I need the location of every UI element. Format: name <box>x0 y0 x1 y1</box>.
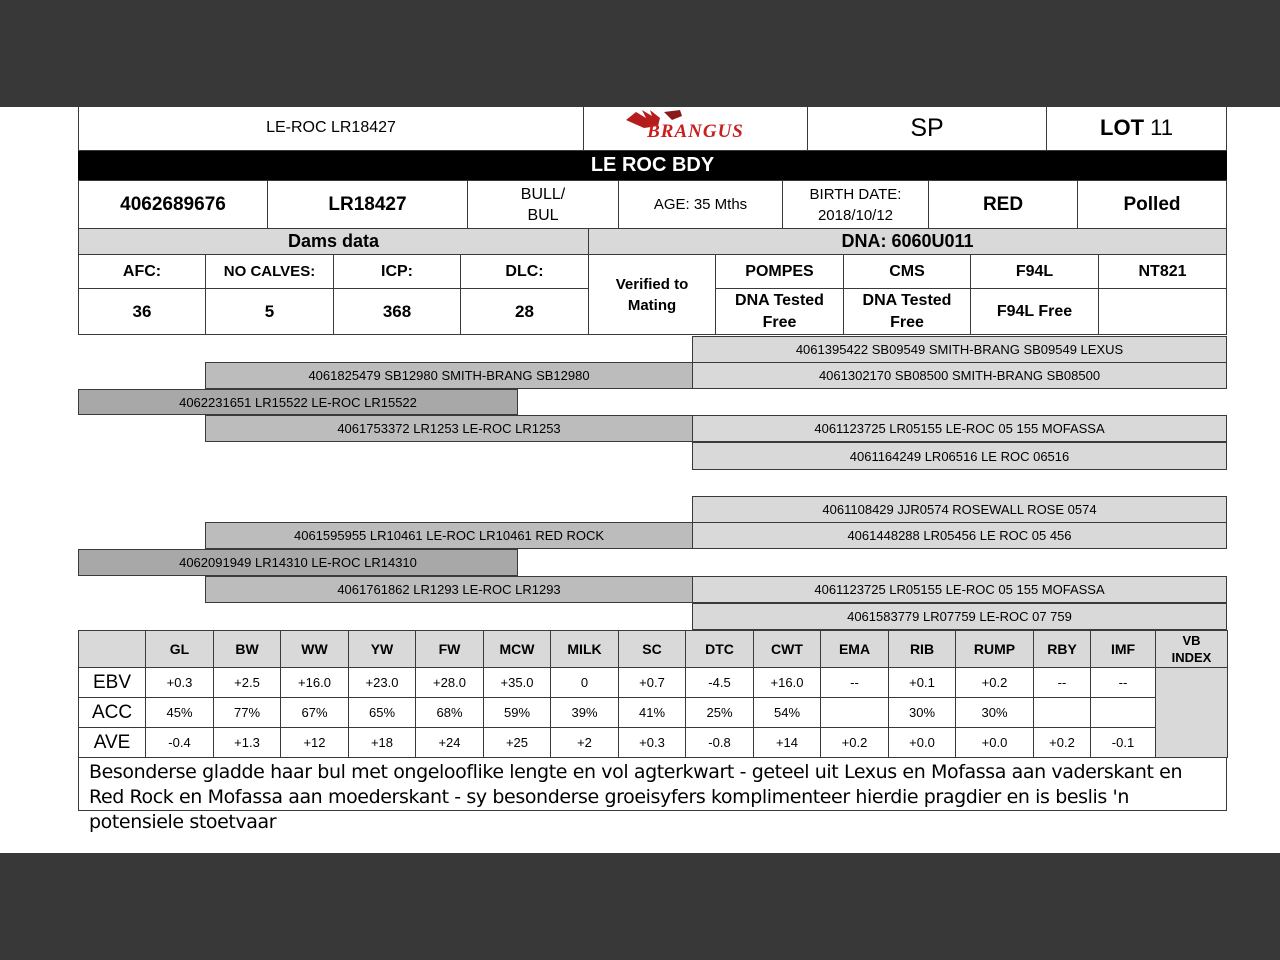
nt821-header <box>1098 254 1227 289</box>
reg-number-cell <box>78 180 268 229</box>
pedigree-sire-sire-dam <box>692 362 1227 389</box>
col-header: RBY <box>1034 631 1091 668</box>
row-label: ACC <box>79 698 146 728</box>
age-cell <box>618 180 783 229</box>
f94l-header <box>970 254 1099 289</box>
ave-cell: +25 <box>484 728 551 758</box>
ave-cell: +0.0 <box>889 728 956 758</box>
dams-heading <box>78 228 589 255</box>
col-header: RIB <box>889 631 956 668</box>
acc-cell: 77% <box>214 698 281 728</box>
polled-text: Polled <box>1123 193 1181 215</box>
ebv-cell: 0 <box>551 668 619 698</box>
ave-cell: +18 <box>349 728 416 758</box>
ave-cell: +2 <box>551 728 619 758</box>
birth-date-text: BIRTH DATE: 2018/10/12 <box>809 185 902 224</box>
pedigree-sire <box>78 389 518 415</box>
top-dark-band <box>0 0 1280 107</box>
col-header: YW <box>349 631 416 668</box>
bottom-dark-band <box>0 853 1280 960</box>
pedigree-dam-sire-dam <box>692 522 1227 549</box>
pedigree-sire-dam-dam <box>692 442 1227 470</box>
ave-cell: +24 <box>416 728 484 758</box>
sp-box <box>807 106 1047 151</box>
pedigree-sire-dam-sire <box>692 415 1227 442</box>
pompes-value-text: DNA Tested Free <box>735 291 824 331</box>
pedigree-text: 4061761862 LR1293 LE-ROC LR1293 <box>337 582 561 597</box>
col-header: DTC <box>686 631 754 668</box>
no-calves-header-text: NO CALVES: <box>223 263 316 280</box>
afc-value <box>78 288 206 335</box>
col-header: FW <box>416 631 484 668</box>
ebv-cell: +0.3 <box>146 668 214 698</box>
pedigree-text: 4061448288 LR05456 LE ROC 05 456 <box>847 528 1072 543</box>
pedigree-text: 4061302170 SB08500 SMITH-BRANG SB08500 <box>818 368 1101 383</box>
pedigree-text: 4062231651 LR15522 LE-ROC LR15522 <box>179 394 417 410</box>
dna-heading-text: DNA: 6060U011 <box>841 231 974 251</box>
vb-index-label: VB INDEX <box>1171 633 1212 665</box>
acc-cell <box>821 698 889 728</box>
no-calves-value <box>205 288 334 335</box>
lot-number: 11 <box>1150 115 1173 140</box>
sex-text: BULL/ BUL <box>520 185 566 224</box>
ave-cell: -0.1 <box>1091 728 1156 758</box>
pedigree-text: 4061583779 LR07759 LE-ROC 07 759 <box>847 609 1072 624</box>
acc-cell: 41% <box>619 698 686 728</box>
col-header: SC <box>619 631 686 668</box>
acc-cell: 30% <box>889 698 956 728</box>
ave-cell: -0.8 <box>686 728 754 758</box>
pedigree-text: 4061123725 LR05155 LE-ROC 05 155 MOFASSA <box>814 421 1105 436</box>
dlc-header <box>460 254 589 289</box>
ebv-cell: +0.7 <box>619 668 686 698</box>
ave-cell: +14 <box>754 728 821 758</box>
ebv-cell: +23.0 <box>349 668 416 698</box>
f94l-value-text: F94L Free <box>996 302 1073 320</box>
pedigree-sire-dam <box>205 415 693 442</box>
pompes-value <box>715 288 844 335</box>
ave-cell: +0.0 <box>956 728 1034 758</box>
afc-value-text: 36 <box>132 301 152 321</box>
ave-cell: +1.3 <box>214 728 281 758</box>
dlc-value-text: 28 <box>515 301 534 321</box>
nt821-header-text: NT821 <box>1138 262 1187 280</box>
ebv-cell: -4.5 <box>686 668 754 698</box>
acc-cell: 59% <box>484 698 551 728</box>
ebv-cell: +16.0 <box>754 668 821 698</box>
col-header: MCW <box>484 631 551 668</box>
pedigree-sire-sire-sire <box>692 336 1227 363</box>
verified-text: Verified to Mating <box>615 275 689 314</box>
colour-cell <box>928 180 1078 229</box>
ebv-cell: -- <box>1091 668 1156 698</box>
animal-id-header <box>78 106 584 151</box>
acc-cell <box>1091 698 1156 728</box>
cms-value <box>843 288 971 335</box>
row-label: AVE <box>79 728 146 758</box>
dlc-header-text: DLC: <box>505 262 544 280</box>
col-header: EMA <box>821 631 889 668</box>
acc-cell: 54% <box>754 698 821 728</box>
pedigree-dam-dam <box>205 576 693 603</box>
cms-header <box>843 254 971 289</box>
ave-cell: +0.3 <box>619 728 686 758</box>
lot-label: LOT <box>1100 115 1145 140</box>
pedigree-text: 4061164249 LR06516 LE ROC 06516 <box>849 448 1070 464</box>
vb-index-header <box>1156 631 1228 668</box>
logo-text: BRANGUS <box>647 121 744 142</box>
dams-heading-text: Dams data <box>287 231 380 251</box>
ebv-cell: -- <box>1034 668 1091 698</box>
row-label: EBV <box>79 668 146 698</box>
pedigree-dam-sire-sire <box>692 496 1227 523</box>
pedigree-text: 4061753372 LR1253 LE-ROC LR1253 <box>337 421 561 436</box>
birth-date-cell <box>782 180 929 229</box>
pedigree-text: 4061825479 SB12980 SMITH-BRANG SB12980 <box>308 368 590 383</box>
ebv-header-row <box>79 631 1228 668</box>
vb-index-value <box>1156 668 1228 758</box>
ave-cell: +12 <box>281 728 349 758</box>
pedigree-dam-sire <box>205 522 693 549</box>
acc-cell <box>1034 698 1091 728</box>
pedigree-text: 4061595955 LR10461 LE-ROC LR10461 RED ROCK <box>293 528 605 543</box>
ebv-row <box>79 668 1228 698</box>
pedigree-text: 4062091949 LR14310 LE-ROC LR14310 <box>179 555 417 570</box>
pedigree-text: 4061395422 SB09549 SMITH-BRANG SB09549 LEXUS <box>795 342 1124 357</box>
polled-cell <box>1077 180 1227 229</box>
colour-text: RED <box>982 193 1024 215</box>
f94l-header-text: F94L <box>1015 262 1054 280</box>
ebv-cell: +2.5 <box>214 668 281 698</box>
col-header: IMF <box>1091 631 1156 668</box>
description-comment <box>78 757 1227 833</box>
pedigree-sire-sire <box>205 362 693 389</box>
cms-value-text: DNA Tested Free <box>862 291 952 331</box>
acc-cell: 39% <box>551 698 619 728</box>
pedigree-dam-dam-dam <box>692 603 1227 630</box>
age-text: AGE: 35 Mths <box>653 196 748 213</box>
ebv-cell: +28.0 <box>416 668 484 698</box>
comment-text: Besonderse gladde haar bul met ongelooflike lengte en vol agterkwart - geteel uit Lexus en Mofassa aan vaderskant en Red Rock en Mofassa aan moederskant - sy besonderse groeisyfers komplimenteer hierdie pragdier en is beslis 'n potensiele stoetvaar <box>89 761 1183 833</box>
pedigree-text: 4061108429 JJR0574 ROSEWALL ROSE 0574 <box>822 502 1097 517</box>
icp-value <box>333 288 461 335</box>
acc-cell: 68% <box>416 698 484 728</box>
lot-box <box>1046 106 1227 151</box>
no-calves-header <box>205 254 334 289</box>
reg-number: 4062689676 <box>120 193 226 215</box>
pedigree-text: 4061123725 LR05155 LE-ROC 05 155 MOFASSA <box>814 582 1105 597</box>
nt821-value <box>1098 288 1227 335</box>
sp-text: SP <box>910 113 944 142</box>
cms-header-text: CMS <box>889 262 925 280</box>
col-header: CWT <box>754 631 821 668</box>
corner-cell <box>79 631 146 668</box>
brangus-logo <box>583 106 808 151</box>
col-header: WW <box>281 631 349 668</box>
afc-header-text: AFC: <box>122 262 162 280</box>
ebv-cell: +35.0 <box>484 668 551 698</box>
ave-cell: +0.2 <box>821 728 889 758</box>
animal-name: LE ROC BDY <box>590 154 715 176</box>
herd-number-cell <box>267 180 468 229</box>
acc-cell: 67% <box>281 698 349 728</box>
ebv-cell: +16.0 <box>281 668 349 698</box>
no-calves-value-text: 5 <box>264 301 275 321</box>
acc-cell: 25% <box>686 698 754 728</box>
f94l-value <box>970 288 1099 335</box>
sex-cell <box>467 180 619 229</box>
col-header: GL <box>146 631 214 668</box>
acc-row <box>79 698 1228 728</box>
animal-title <box>78 151 1227 180</box>
col-header: BW <box>214 631 281 668</box>
col-header: MILK <box>551 631 619 668</box>
dna-heading <box>588 228 1227 255</box>
acc-cell: 65% <box>349 698 416 728</box>
afc-header <box>78 254 206 289</box>
ave-cell: -0.4 <box>146 728 214 758</box>
col-header: RUMP <box>956 631 1034 668</box>
animal-id-text: LE-ROC LR18427 <box>266 119 396 136</box>
ebv-cell: -- <box>821 668 889 698</box>
icp-value-text: 368 <box>382 301 412 321</box>
acc-cell: 30% <box>956 698 1034 728</box>
icp-header <box>333 254 461 289</box>
pompes-header-text: POMPES <box>745 262 814 280</box>
ave-row <box>79 728 1228 758</box>
icp-header-text: ICP: <box>381 262 413 280</box>
ebv-table <box>78 630 1228 758</box>
pedigree-dam-dam-sire <box>692 576 1227 603</box>
ebv-cell: +0.2 <box>956 668 1034 698</box>
acc-cell: 45% <box>146 698 214 728</box>
ebv-cell: +0.1 <box>889 668 956 698</box>
verified-cell <box>588 254 716 335</box>
pedigree-dam <box>78 549 518 576</box>
dlc-value <box>460 288 589 335</box>
pompes-header <box>715 254 844 289</box>
herd-number: LR18427 <box>328 193 407 215</box>
ave-cell: +0.2 <box>1034 728 1091 758</box>
